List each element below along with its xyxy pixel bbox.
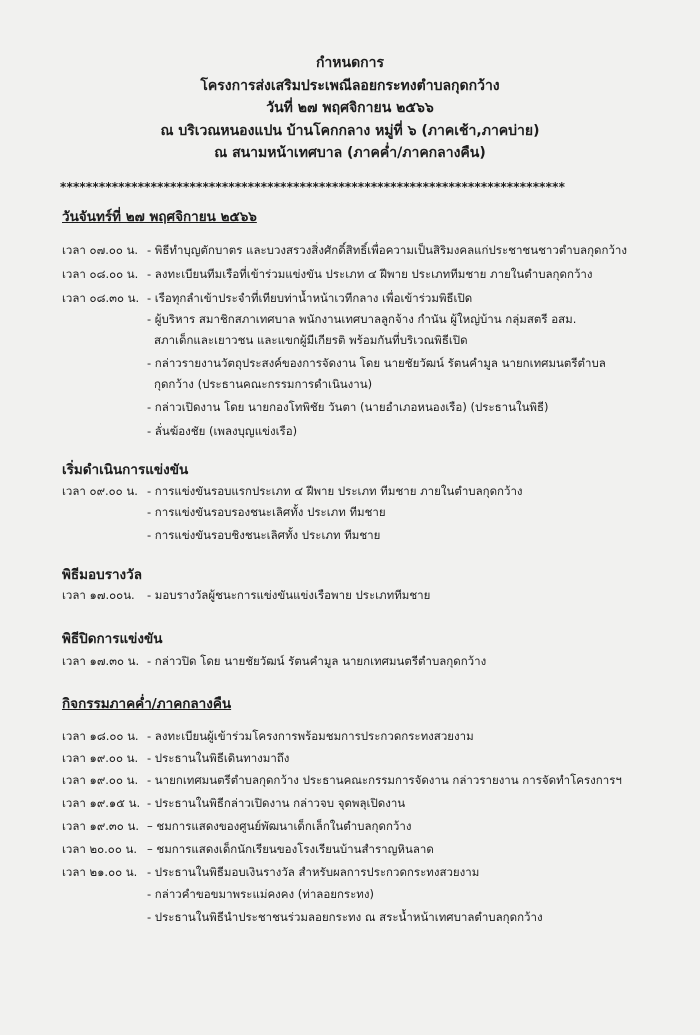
schedule-text: – ชมการแสดงของศูนย์พัฒนาเด็กเล็กในตำบลกุดกว้าง (147, 819, 412, 833)
schedule-text: - กล่าวเปิดงาน โดย นายกองโทพิชัย วันตา (นายอำเภอหนองเรือ) (ประธานในพิธี) (147, 400, 549, 414)
schedule-text: - กล่าวรายงานวัตถุประสงค์ของการจัดงาน โดย นายชัยวัฒน์ รัตนคำมูล นายกเทศมนตรีตำบล (147, 356, 606, 370)
schedule-text: - ประธานในพิธีกล่าวเปิดงาน กล่าวจบ จุดพลุเปิดงาน (147, 796, 406, 810)
document-title: กำหนดการ (315, 55, 385, 71)
project-name: โครงการส่งเสริมประเพณีลอยกระทงตำบลกุดกว้าง (200, 77, 500, 94)
schedule-text: - นายกเทศมนตรีตำบลกุดกว้าง ประธานคณะกรรมการจัดงาน กล่าวรายงาน การจัดทำโครงการฯ (147, 773, 622, 787)
schedule-text: - ประธานในพิธีเดินทางมาถึง (147, 751, 290, 765)
section-title: เริ่มดำเนินการแข่งขัน (62, 462, 189, 478)
section-title: พิธีปิดการแข่งขัน (62, 631, 163, 647)
section-race (62, 458, 662, 480)
schedule-text: - ประธานในพิธีมอบเงินรางวัล สำหรับผลการประกวดกระทงสวยงาม (147, 865, 480, 879)
schedule-text: - ลงทะเบียนผู้เข้าร่วมโครงการพร้อมชมการประกวดกระทงสวยงาม (147, 729, 474, 743)
schedule-text: - การแข่งขันรอบแรกประเภท ๔ ฝีพาย ประเภท ทีมชาย ภายในตำบลกุดกว้าง (147, 484, 523, 498)
section-evening (62, 692, 662, 714)
schedule-text: – ชมการแสดงเด็กนักเรียนของโรงเรียนบ้านสำราญหินลาด (147, 842, 434, 856)
schedule-time: เวลา ๑๙.๐๐ น. (62, 751, 139, 765)
section-award (62, 563, 662, 585)
schedule-time: เวลา ๑๙.๑๕ น. (62, 796, 141, 810)
schedule-time: เวลา ๑๘.๐๐ น. (62, 729, 139, 743)
schedule-time: เวลา ๐๙.๐๐ น. (62, 484, 138, 498)
section-day (62, 205, 662, 227)
event-date: วันที่ ๒๗ พฤศจิกายน ๒๕๖๖ (266, 100, 434, 116)
document-header (0, 52, 700, 165)
schedule-time: เวลา ๒๑.๐๐ น. (62, 865, 138, 879)
schedule-text: - ลงทะเบียนทีมเรือที่เข้าร่วมแข่งขัน ประเภท ๔ ฝีพาย ประเภททีมชาย ภายในตำบลกุดกว้าง (147, 267, 593, 281)
schedule-text: - มอบรางวัลผู้ชนะการแข่งขันแข่งเรือพาย ประเภททีมชาย (147, 588, 431, 602)
schedule-text: - กล่าวปิด โดย นายชัยวัฒน์ รัตนคำมูล นายกเทศมนตรีตำบลกุดกว้าง (147, 654, 487, 668)
section-title: พิธีมอบรางวัล (62, 567, 142, 583)
section-title: วันจันทร์ที่ ๒๗ พฤศจิกายน ๒๕๖๖ (62, 209, 257, 225)
divider-stars: ****************************************************************************** (60, 180, 566, 194)
schedule-text: - กล่าวคำขอขมาพระแม่คงคง (ท่าลอยกระทง) (147, 887, 374, 901)
schedule-text: กุดกว้าง (ประธานคณะกรรมการดำเนินงาน) (154, 377, 373, 391)
section-closing (62, 627, 662, 649)
schedule-time: เวลา ๒๐.๐๐ น. (62, 842, 138, 856)
schedule-text: - การแข่งขันรอบรองชนะเลิศทั้ง ประเภท ทีมชาย (147, 505, 386, 519)
schedule-time: เวลา ๑๙.๐๐ น. (62, 773, 139, 787)
schedule-time: เวลา ๐๘.๓๐ น. (62, 291, 140, 305)
schedule-text: - เรือทุกลำเข้าประจำที่เทียบท่าน้ำหน้าเวทีกลาง เพื่อเข้าร่วมพิธีเปิด (147, 291, 473, 305)
schedule-text: - ผู้บริหาร สมาชิกสภาเทศบาล พนักงานเทศบาลลูกจ้าง กำนัน ผู้ใหญ่บ้าน กลุ่มสตรี อสม. (147, 312, 577, 326)
schedule-time: เวลา ๐๗.๐๐ น. (62, 243, 139, 257)
schedule-text: - ประธานในพิธีนำประชาชนร่วมลอยกระทง ณ สระน้ำหน้าเทศบาลตำบลกุดกว้าง (147, 910, 543, 924)
venue-evening: ณ สนามหน้าเทศบาล (ภาคค่ำ/ภาคกลางคืน) (214, 145, 486, 161)
schedule-text: สภาเด็กและเยาวชน และแขกผู้มีเกียรติ พร้อมกันที่บริเวณพิธีเปิด (154, 333, 468, 347)
schedule-time: เวลา ๐๘.๐๐ น. (62, 267, 139, 281)
venue-morning: ณ บริเวณหนองแปน บ้านโคกกลาง หมู่ที่ ๖ (ภาคเช้า,ภาคบ่าย) (160, 122, 540, 139)
schedule-time: เวลา ๑๗.๓๐ น. (62, 654, 140, 668)
schedule-time: เวลา ๑๙.๓๐ น. (62, 819, 139, 833)
schedule-text: - พิธีทำบุญตักบาตร และบวงสรวงสิ่งศักดิ์สิทธิ์เพื่อความเป็นสิริมงคลแก่ประชาชนชาวตำบลกุดกว้าง (147, 243, 627, 257)
schedule-text: - การแข่งขันรอบชิงชนะเลิศทั้ง ประเภท ทีมชาย (147, 528, 381, 542)
section-title: กิจกรรมภาคค่ำ/ภาคกลางคืน (62, 696, 232, 712)
schedule-text: - ลั่นฆ้องชัย (เพลงบุญแข่งเรือ) (147, 424, 298, 438)
schedule-time: เวลา ๑๗.๐๐น. (62, 588, 135, 602)
